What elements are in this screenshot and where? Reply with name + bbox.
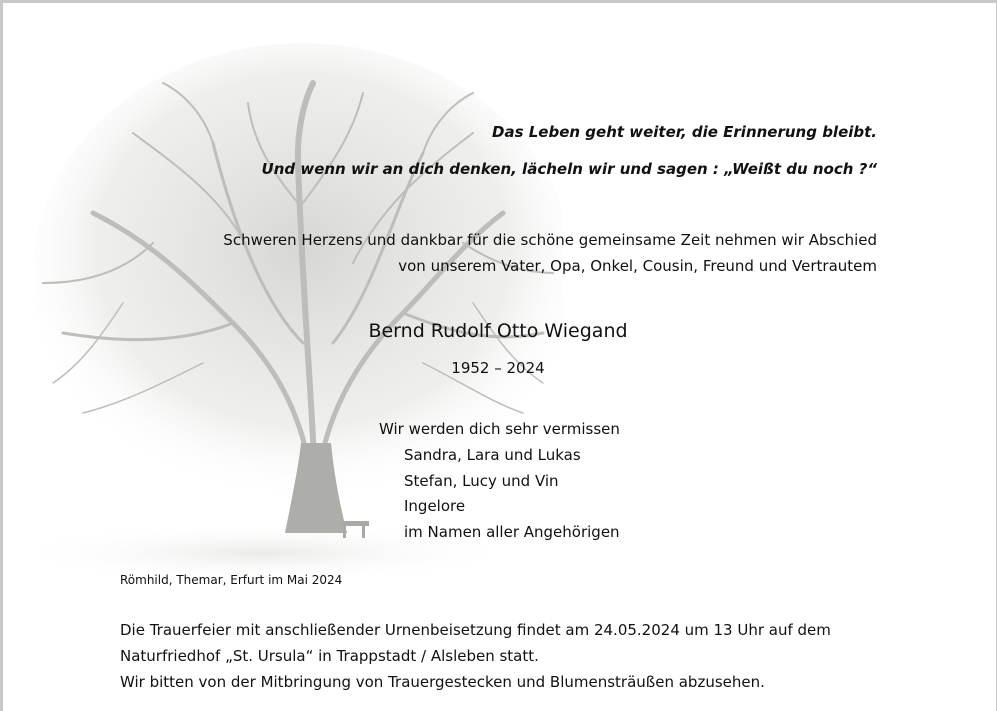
mourner-name: Sandra, Lara und Lukas	[404, 446, 581, 464]
winter-tree-icon	[3, 43, 563, 583]
motto-line-2: Und wenn wir an dich denken, lächeln wir und sagen : „Weißt du noch ?“	[261, 160, 877, 178]
obituary-page	[3, 3, 996, 711]
ceremony-line-2: Naturfriedhof „St. Ursula“ in Trappstadt / Alsleben statt.	[120, 647, 539, 665]
life-years: 1952 – 2024	[451, 359, 545, 377]
mourner-name: im Namen aller Angehörigen	[404, 523, 620, 541]
mourners-intro: Wir werden dich sehr vermissen	[379, 420, 620, 438]
farewell-line-2: von unserem Vater, Opa, Onkel, Cousin, Freund und Vertrautem	[398, 257, 877, 275]
deceased-name: Bernd Rudolf Otto Wiegand	[368, 320, 628, 342]
place-date: Römhild, Themar, Erfurt im Mai 2024	[120, 573, 343, 587]
mourner-name: Ingelore	[404, 497, 466, 515]
ceremony-line-3: Wir bitten von der Mitbringung von Trauergestecken und Blumensträußen abzusehen.	[120, 673, 765, 691]
ceremony-line-1: Die Trauerfeier mit anschließender Urnenbeisetzung findet am 24.05.2024 um 13 Uhr auf dem	[120, 621, 831, 639]
motto-line-1: Das Leben geht weiter, die Erinnerung bleibt.	[492, 123, 877, 141]
farewell-line-1: Schweren Herzens und dankbar für die schöne gemeinsame Zeit nehmen wir Abschied	[223, 231, 877, 249]
mourner-name: Stefan, Lucy und Vin	[404, 472, 559, 490]
